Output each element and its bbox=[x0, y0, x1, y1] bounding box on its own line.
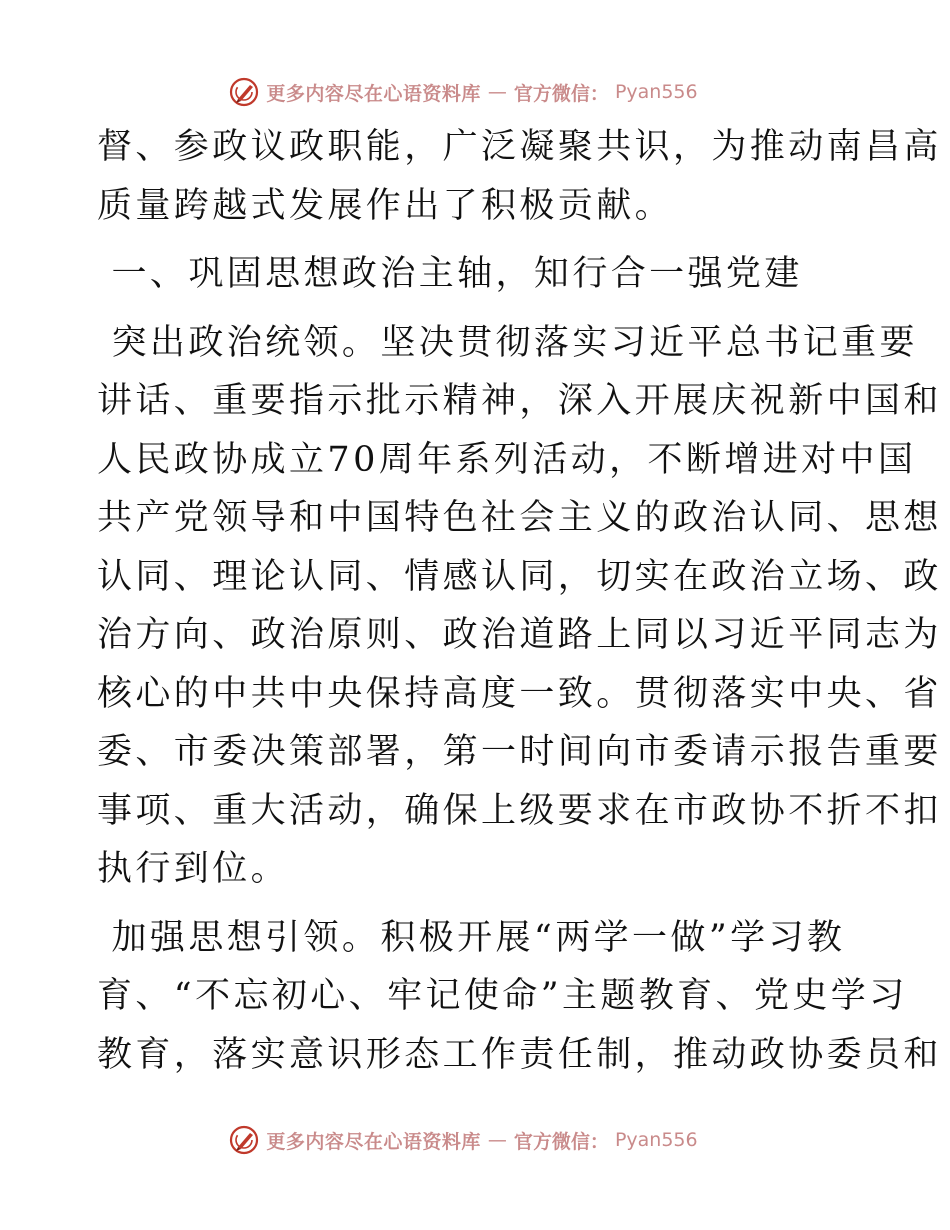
pen-logo-icon bbox=[228, 1124, 260, 1156]
text-line: 委、市委决策部署，第一时间向市委请示报告重要 bbox=[97, 732, 942, 772]
watermark-wechat-id: Pyan556 bbox=[614, 1129, 698, 1151]
document-body bbox=[97, 118, 942, 1084]
text-line: 核心的中共中央保持高度一致。贯彻落实中央、省 bbox=[97, 673, 942, 714]
text-line: 教育，落实意识形态工作责任制，推动政协委员和 bbox=[97, 1034, 942, 1075]
paragraph-1 bbox=[97, 118, 942, 235]
footer-watermark bbox=[0, 1120, 950, 1160]
paragraph-2 bbox=[97, 314, 942, 899]
text-line: 人民政协成立70周年系列活动，不断增进对中国 bbox=[97, 439, 917, 480]
text-line: 育、“不忘初心、牢记使命”主题教育、党史学习 bbox=[97, 976, 908, 1016]
text-line: 突出政治统领。坚决贯彻落实习近平总书记重要 bbox=[97, 322, 918, 363]
watermark-wechat-label: 官方微信： bbox=[513, 1130, 609, 1153]
heading-line: 一、巩固思想政治主轴，知行合一强党建 bbox=[97, 254, 803, 294]
text-line: 督、参政议政职能，广泛凝聚共识，为推动南昌高 bbox=[97, 127, 942, 167]
watermark-dash: — bbox=[487, 1129, 507, 1151]
text-line: 治方向、政治原则、政治道路上同以习近平同志为 bbox=[97, 615, 942, 655]
header-watermark bbox=[0, 72, 950, 112]
section-heading bbox=[97, 245, 857, 304]
watermark-wechat-label: 官方微信： bbox=[513, 82, 609, 105]
text-line: 加强思想引领。积极开展“两学一做”学习教 bbox=[97, 917, 846, 958]
watermark-site-text: 更多内容尽在心语资料库 bbox=[266, 82, 481, 105]
watermark-group bbox=[228, 76, 697, 108]
paragraph-3 bbox=[97, 909, 942, 1085]
text-line: 执行到位。 bbox=[97, 849, 290, 889]
watermark-group bbox=[228, 1124, 697, 1156]
pen-logo-icon bbox=[228, 76, 260, 108]
watermark-dash: — bbox=[487, 81, 507, 103]
text-line: 共产党领导和中国特色社会主义的政治认同、思想 bbox=[97, 498, 942, 538]
text-line: 认同、理论认同、情感认同，切实在政治立场、政 bbox=[97, 556, 942, 597]
text-line: 讲话、重要指示批示精神，深入开展庆祝新中国和 bbox=[97, 381, 942, 421]
text-line: 事项、重大活动，确保上级要求在市政协不折不扣 bbox=[97, 790, 942, 831]
text-line: 质量跨越式发展作出了积极贡献。 bbox=[97, 185, 674, 226]
watermark-site-text: 更多内容尽在心语资料库 bbox=[266, 1130, 481, 1153]
watermark-wechat-id: Pyan556 bbox=[614, 81, 698, 103]
